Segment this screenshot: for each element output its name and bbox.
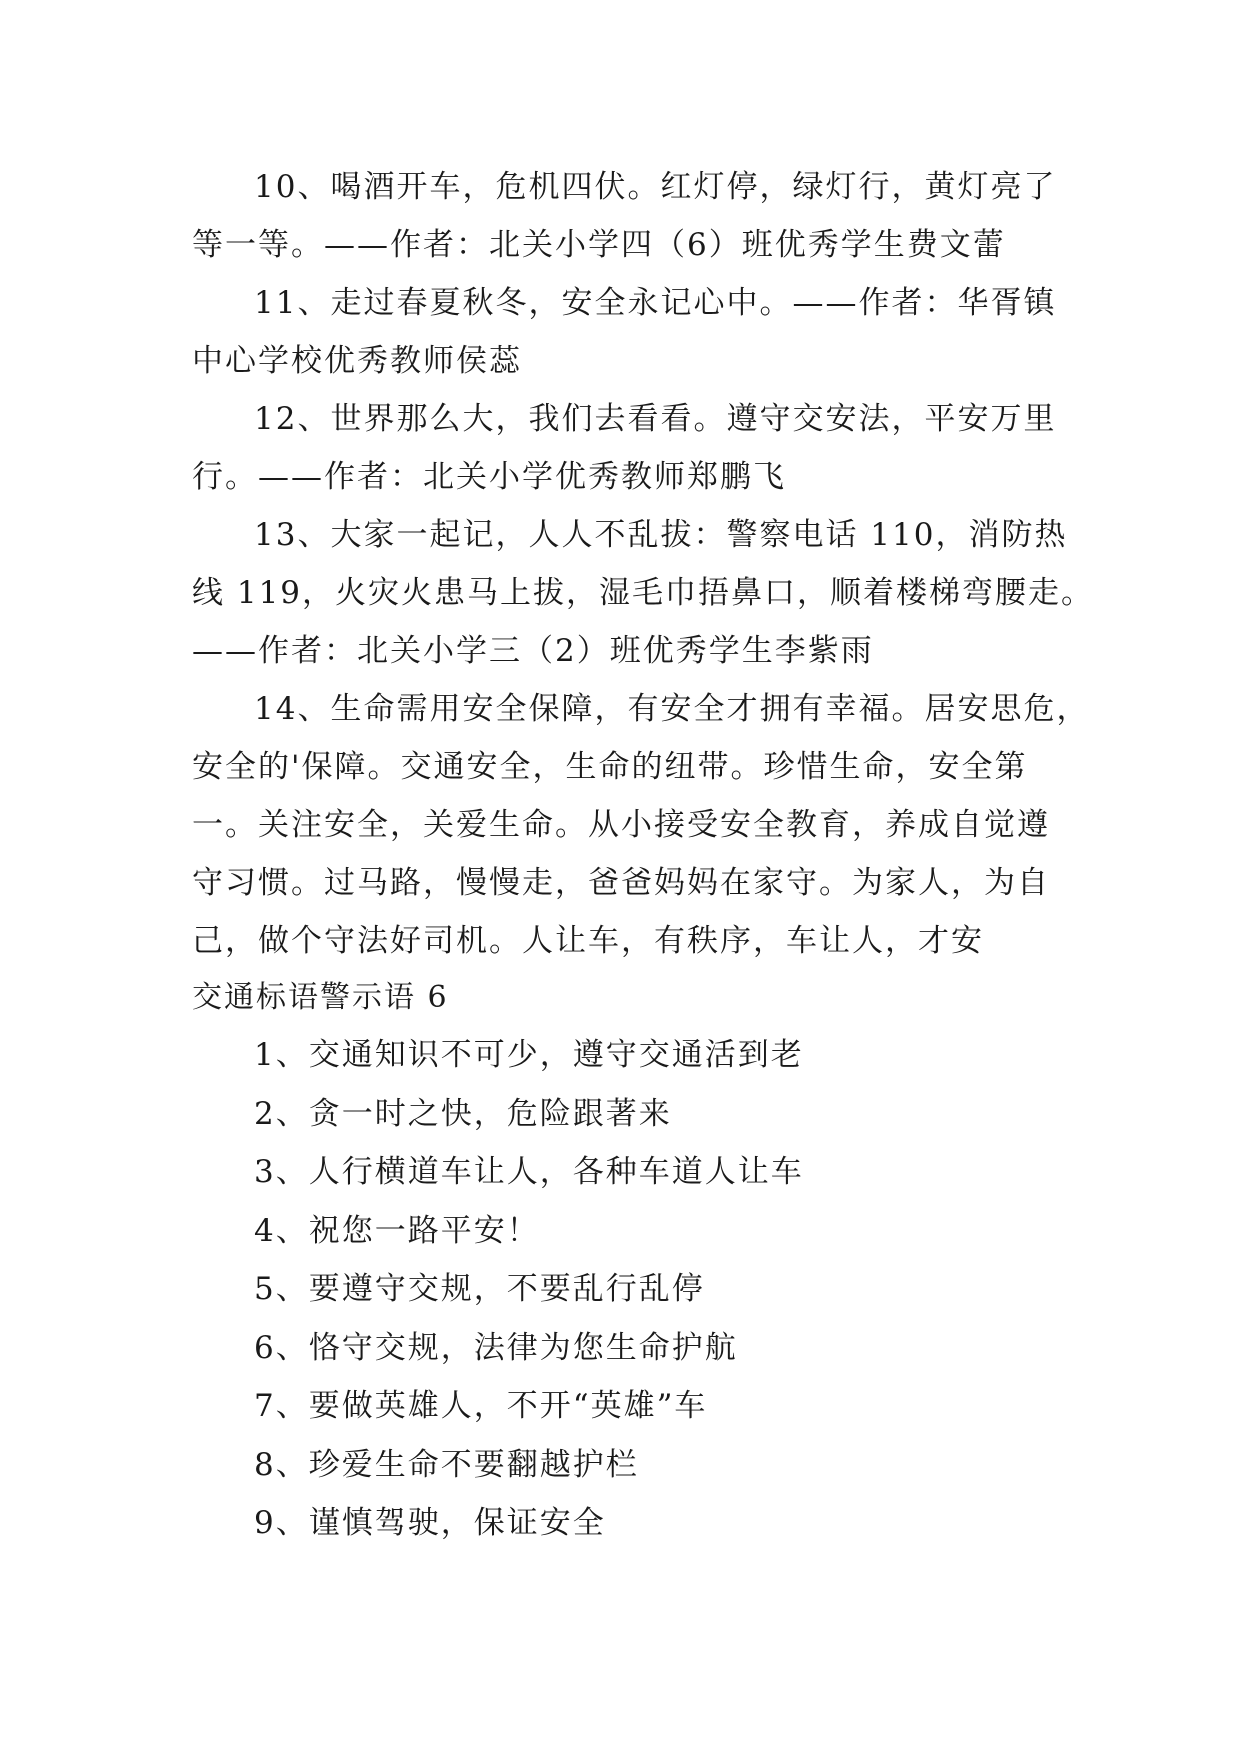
slogan-list [192,1026,1062,1553]
list-item: 9、谨慎驾驶，保证安全 [254,1505,606,1541]
slogan-entry-13 [192,506,1095,680]
text-line: 12、世界那么大，我们去看看。遵守交安法，平安万里 [254,401,1057,437]
text-line: 行。——作者：北关小学优秀教师郑鹏飞 [192,459,786,495]
list-item: 8、珍爱生命不要翻越护栏 [254,1446,639,1483]
text-line: 一。关注安全，关爱生命。从小接受安全教育，养成自觉遵 [192,807,1050,843]
list-item: 3、人行横道车让人，各种车道人让车 [254,1154,804,1190]
slogan-entry-10 [192,158,1062,274]
text-line: 线 119，火灾火患马上拔，湿毛巾捂鼻口，顺着楼梯弯腰走。 [192,575,1095,611]
text-line: ——作者：北关小学三（2）班优秀学生李紫雨 [192,633,874,669]
list-item: 2、贪一时之快，危险跟著来 [254,1095,672,1132]
slogan-entry-11 [192,274,1062,390]
text-line: 14、生命需用安全保障，有安全才拥有幸福。居安思危， [254,691,1090,727]
list-item: 6、恪守交规，法律为您生命护航 [254,1329,738,1366]
text-line: 11、走过春夏秋冬，安全永记心中。——作者：华胥镇 [254,285,1057,321]
list-item: 7、要做英雄人，不开“英雄”车 [254,1388,708,1424]
text-line: 守习惯。过马路，慢慢走，爸爸妈妈在家守。为家人，为自 [192,865,1050,901]
section-title: 交通标语警示语 6 [192,980,449,1015]
slogan-entry-12 [192,390,1062,506]
list-item: 1、交通知识不可少，遵守交通活到老 [254,1037,804,1073]
text-line: 等一等。——作者：北关小学四（6）班优秀学生费文蕾 [192,227,1006,263]
document-body [192,158,1095,1553]
text-line: 10、喝酒开车，危机四伏。红灯停，绿灯行，黄灯亮了 [254,169,1057,205]
text-line: 安全的'保障。交通安全，生命的纽带。珍惜生命，安全第 [192,749,1028,785]
text-line: 13、大家一起记，人人不乱拔：警察电话 110，消防热 [254,517,1068,553]
list-item: 4、祝您一路平安！ [254,1212,540,1249]
list-item: 5、要遵守交规，不要乱行乱停 [254,1271,705,1307]
slogan-entry-14 [192,680,1090,970]
text-line: 己，做个守法好司机。人让车，有秩序，车让人，才安 [192,923,984,959]
text-line: 中心学校优秀教师侯蕊 [192,343,522,379]
